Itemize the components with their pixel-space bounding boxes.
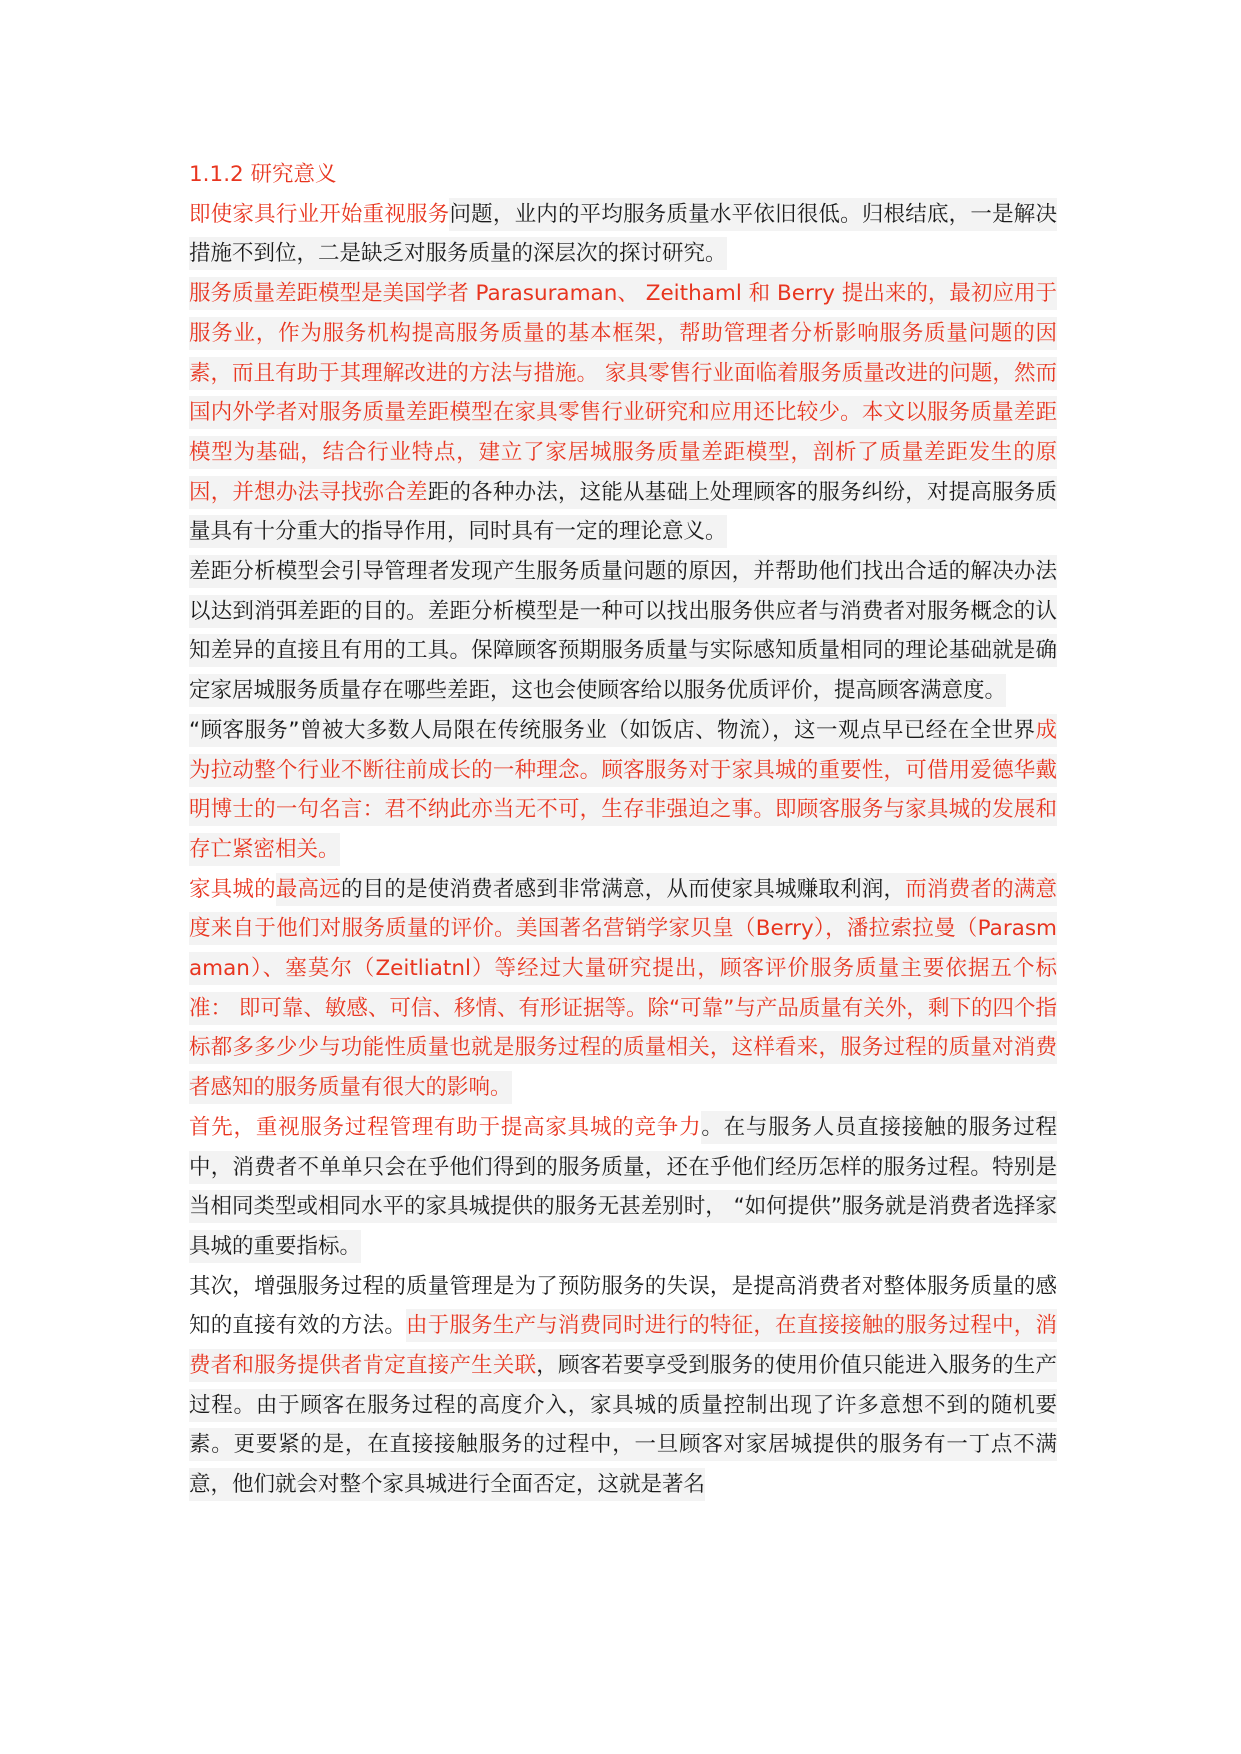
paragraph-4-segment: “顾客服务”曾被大多数人局限在传统服务业（如饭店、物流），这一观点早已经在全世界 xyxy=(189,714,1035,747)
paragraph-2-segment: 距的各种办法，这能从基础上处理顾客的服务纠纷，对提高服务质量具有十分重大的指导作用，同时具有一定的理论意义。 xyxy=(189,476,1057,549)
paragraph-4-segment: 成为拉动整个行业不断往前成长的一种理念。顾客服务对于家具城的重要性，可借用爱德华戴明博士的一句名言：君不纳此亦当无不可，生存非强迫之事。即顾客服务与家具城的发展和存亡紧密相关。 xyxy=(189,714,1057,866)
paragraph-5 xyxy=(189,870,1057,1108)
paragraph-7-segment: 由于服务生产与消费同时进行的特征，在直接接触的服务过程中，消费者和服务提供者肯定直接产生关联 xyxy=(189,1309,1057,1382)
paragraph-7 xyxy=(189,1267,1057,1505)
paragraph-3 xyxy=(189,552,1057,711)
document-body xyxy=(189,155,1057,1505)
paragraph-1-segment: 即使家具行业开始重视服务 xyxy=(189,201,450,227)
paragraph-3-segment: 差距分析模型会引导管理者发现产生服务质量问题的原因，并帮助他们找出合适的解决办法以达到消弭差距的目的。差距分析模型是一种可以找出服务供应者与消费者对服务概念的认知差异的直接且有用的工具。保障顾客预期服务质量与实际感知质量相同的理论基础就是确定家居城服务质量存在哪些差距，这也会使顾客给以服务优质评价，提高顾客满意度。 xyxy=(189,555,1057,707)
paragraph-2-segment: 服务质量差距模型是美国学者 Parasuraman、 Zeithaml 和 Berry 提出来的，最初应用于服务业，作为服务机构提高服务质量的基本框架，帮助管理者分析影响服务质量问题的因素，而且有助于其理解改进的方法与措施。 家具零售行业面临着服务质量改进的问题，然而国内外学者对服务质量差距模型在家具零售行业研究和应用还比较少。本文以服务质量差距模型为基础，结合行业特点，建立了家居城服务质量差距模型，剖析了质量差距发生的原因，并想办法寻找弥合差 xyxy=(189,277,1057,509)
paragraph-6 xyxy=(189,1108,1057,1267)
paragraph-6-segment: 首先，重视服务过程管理有助于提高家具城的竞争力 xyxy=(189,1114,702,1140)
paragraph-6-segment: 。在与服务人员直接接触的服务过程中，消费者不单单只会在乎他们得到的服务质量，还在乎他们经历怎样的服务过程。特别是当相同类型或相同水平的家具城提供的服务无甚差别时， “如何提供”服务就是消费者选择家具城的重要指标。 xyxy=(189,1111,1057,1263)
paragraph-7-segment: ，顾客若要享受到服务的使用价值只能进入服务的生产过程。由于顾客在服务过程的高度介入，家具城的质量控制出现了许多意想不到的随机要素。更要紧的是，在直接接触服务的过程中，一旦顾客对家居城提供的服务有一丁点不满意，他们就会对整个家具城进行全面否定，这就是著名 xyxy=(189,1349,1057,1501)
paragraph-5-segment: 而消费者的满意度来自于他们对服务质量的评价。美国著名营销学家贝皇（Berry），潘拉索拉曼（Parasmaman）、塞莫尔（Zeitliatnl）等经过大量研究提出，顾客评价服务质量主要依据五个标准： 即可靠、敏感、可信、移情、有形证据等。除“可靠”与产品质量有关外，剩下的四个指标都多多少少与功能性质量也就是服务过程的质量相关，这样看来，服务过程的质量对消费者感知的服务质量有很大的影响。 xyxy=(189,873,1057,1105)
paragraph-5-segment: 家具城的 xyxy=(189,876,276,902)
paragraph-5-segment: 的目的是使消费者感到非常满意，从而使家具城赚取利润， xyxy=(341,873,905,906)
paragraph-2 xyxy=(189,274,1057,552)
paragraph-7-segment: 其次，增强服务过程的质量管理是为了预防服务的失误，是提高消费者对整体服务质量的感知的直接有效的方法。 xyxy=(189,1273,1057,1339)
paragraph-1 xyxy=(189,195,1057,274)
section-heading-text: 1.1.2 研究意义 xyxy=(189,162,337,187)
section-heading xyxy=(189,155,1057,195)
paragraph-4 xyxy=(189,711,1057,870)
paragraph-5-segment: 最高远 xyxy=(276,873,341,906)
paragraph-1-segment: 问题，业内的平均服务质量水平依旧很低。归根结底，一是解决措施不到位，二是缺乏对服务质量的深层次的探讨研究。 xyxy=(189,198,1057,271)
